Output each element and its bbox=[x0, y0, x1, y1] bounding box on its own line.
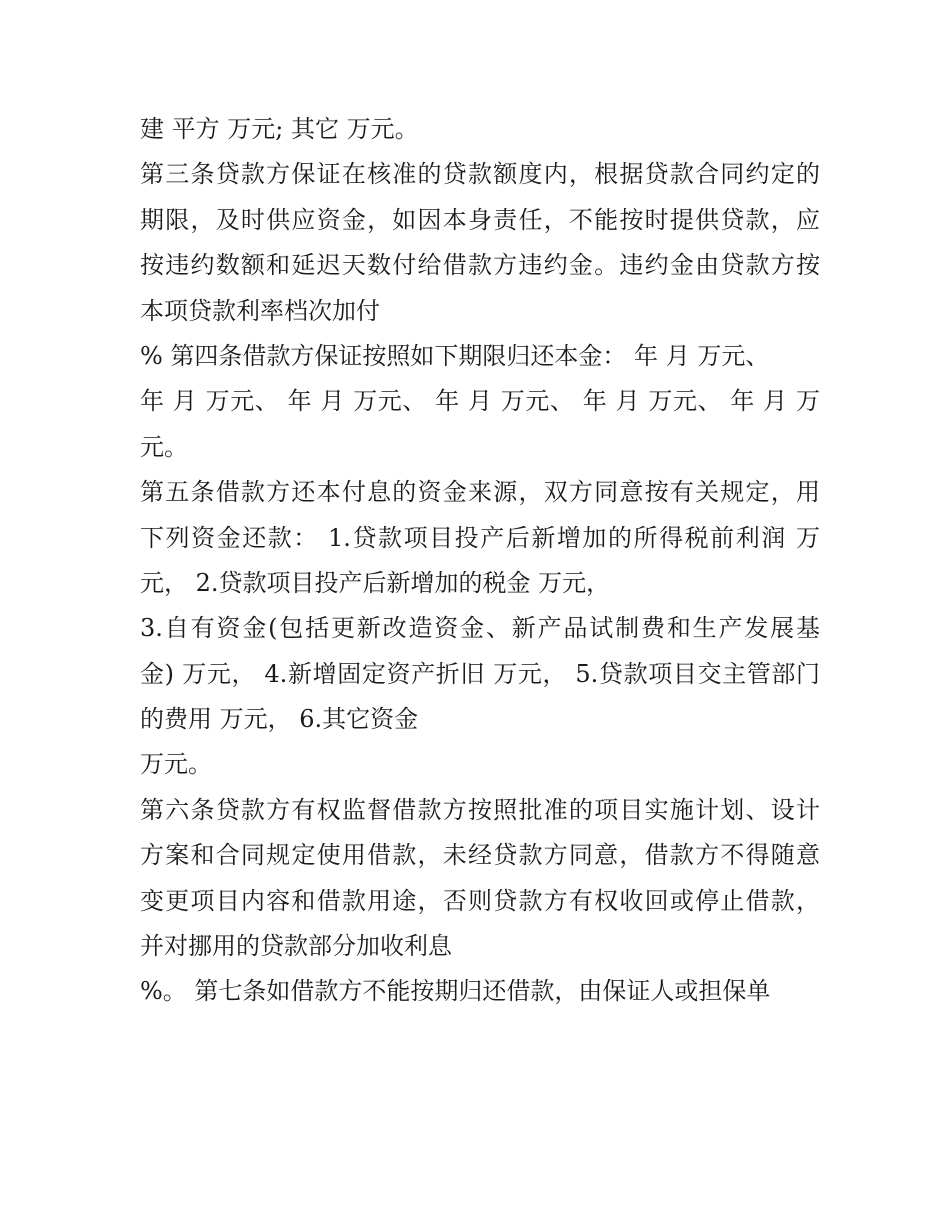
text-line: 的费用 万元， 6.其它资金 bbox=[140, 705, 419, 734]
text-line: 元， 2.贷款项目投产后新增加的税金 万元， bbox=[140, 568, 611, 597]
contract-body-text bbox=[140, 107, 820, 1015]
text-line: 建 平方 万元; 其它 万元。 bbox=[140, 115, 419, 143]
text-line: 金) 万元， 4.新增固定资产折旧 万元， 5.贷款项目交主管部门 bbox=[140, 659, 820, 688]
text-line: 第六条贷款方有权监督借款方按照批准的项目实施计划、设计 bbox=[140, 795, 820, 824]
text-line: 第五条借款方还本付息的资金来源，双方同意按有关规定，用 bbox=[140, 478, 820, 507]
text-line: 第三条贷款方保证在核准的贷款额度内，根据贷款合同约定的 bbox=[140, 160, 820, 189]
text-line: % 第四条借款方保证按照如下期限归还本金： 年 月 万元、 bbox=[140, 341, 770, 370]
text-line: 并对挪用的贷款部分加收利息 bbox=[140, 932, 452, 961]
text-line: 年 月 万元、 年 月 万元、 年 月 万元、 年 月 万元、 年 月 万 bbox=[140, 387, 820, 416]
text-line: 期限，及时供应资金，如因本身责任，不能按时提供贷款，应 bbox=[140, 205, 820, 234]
text-line: %。 第七条如借款方不能按期归还借款，由保证人或担保单 bbox=[140, 977, 771, 1006]
text-line: 方案和合同规定使用借款，未经贷款方同意，借款方不得随意 bbox=[140, 841, 820, 870]
text-line: 下列资金还款： 1.贷款项目投产后新增加的所得税前利润 万 bbox=[140, 523, 820, 552]
text-line: 3.自有资金(包括更新改造资金、新产品试制费和生产发展基 bbox=[140, 614, 820, 643]
text-line: 元。 bbox=[140, 432, 188, 461]
text-line: 变更项目内容和借款用途，否则贷款方有权收回或停止借款， bbox=[140, 886, 820, 915]
text-line: 按违约数额和延迟天数付给借款方违约金。违约金由贷款方按 bbox=[140, 251, 820, 280]
text-line: 万元。 bbox=[140, 750, 212, 779]
text-line: 本项贷款利率档次加付 bbox=[140, 296, 380, 325]
